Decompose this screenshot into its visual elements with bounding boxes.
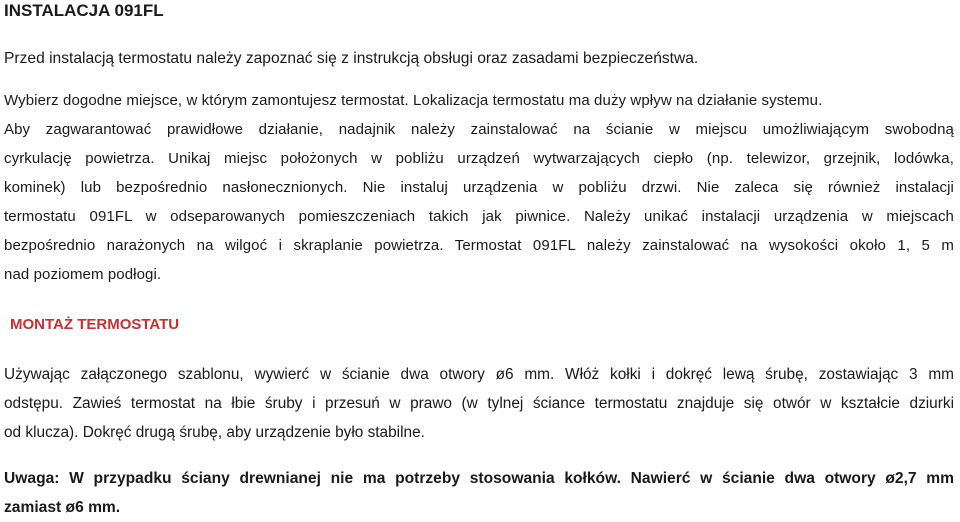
mount-line-3: od klucza). Dokręć drugą śrubę, aby urządzenie było stabilne. — [4, 424, 425, 441]
intro-line: Przed instalacją termostatu należy zapoznać się z instrukcją obsługi oraz zasadami bezpieczeństwa. — [4, 50, 699, 67]
mount-section-heading: MONTAŻ TERMOSTATU — [10, 316, 180, 333]
note-line-2: zamiast ø6 mm. — [4, 499, 121, 516]
location-line-2: Aby zagwarantować prawidłowe działanie, nadajnik należy zainstalować na ścianie w miejscu umożliwiającym swobodną — [4, 121, 954, 138]
intro-paragraph — [4, 44, 698, 73]
document-title: INSTALACJA 091FL — [4, 1, 164, 20]
location-line-4: kominek) lub bezpośrednio nasłonecznionych. Nie instaluj urządzenia w pobliżu drzwi. Nie zaleca się również instalacji — [4, 179, 954, 196]
location-line-7: nad poziomem podłogi. — [4, 266, 162, 283]
note-paragraph — [4, 464, 954, 522]
location-line-1: Wybierz dogodne miejsce, w którym zamontujesz termostat. Lokalizacja termostatu ma duży wpływ na działanie systemu. — [4, 92, 823, 109]
location-line-6: bezpośrednio narażonych na wilgoć i skraplanie powietrza. Termostat 091FL należy zainstalować na wysokości około 1, 5 m — [4, 237, 954, 254]
mount-line-1: Używając załączonego szablonu, wywierć w ścianie dwa otwory ø6 mm. Włóż kołki i dokręć lewą śrubę, zostawiając 3 mm — [4, 366, 954, 383]
mount-paragraph — [4, 360, 954, 447]
location-line-5: termostatu 091FL w odseparowanych pomieszczeniach takich jak piwnice. Należy unikać instalacji urządzenia w miejscach — [4, 208, 954, 225]
location-line-3: cyrkulację powietrza. Unikaj miejsc położonych w pobliżu urządzeń wytwarzających ciepło (np. telewizor, grzejnik, lodówka, — [4, 150, 954, 167]
mount-line-2: odstępu. Zawieś termostat na łbie śruby i przesuń w prawo (w tylnej ściance termostatu znajduje się otwór w kształcie dziurki — [4, 395, 954, 412]
note-line-1: Uwaga: W przypadku ściany drewnianej nie ma potrzeby stosowania kołków. Nawierć w ścianie dwa otwory ø2,7 mm — [4, 470, 954, 487]
location-paragraph — [4, 86, 954, 289]
